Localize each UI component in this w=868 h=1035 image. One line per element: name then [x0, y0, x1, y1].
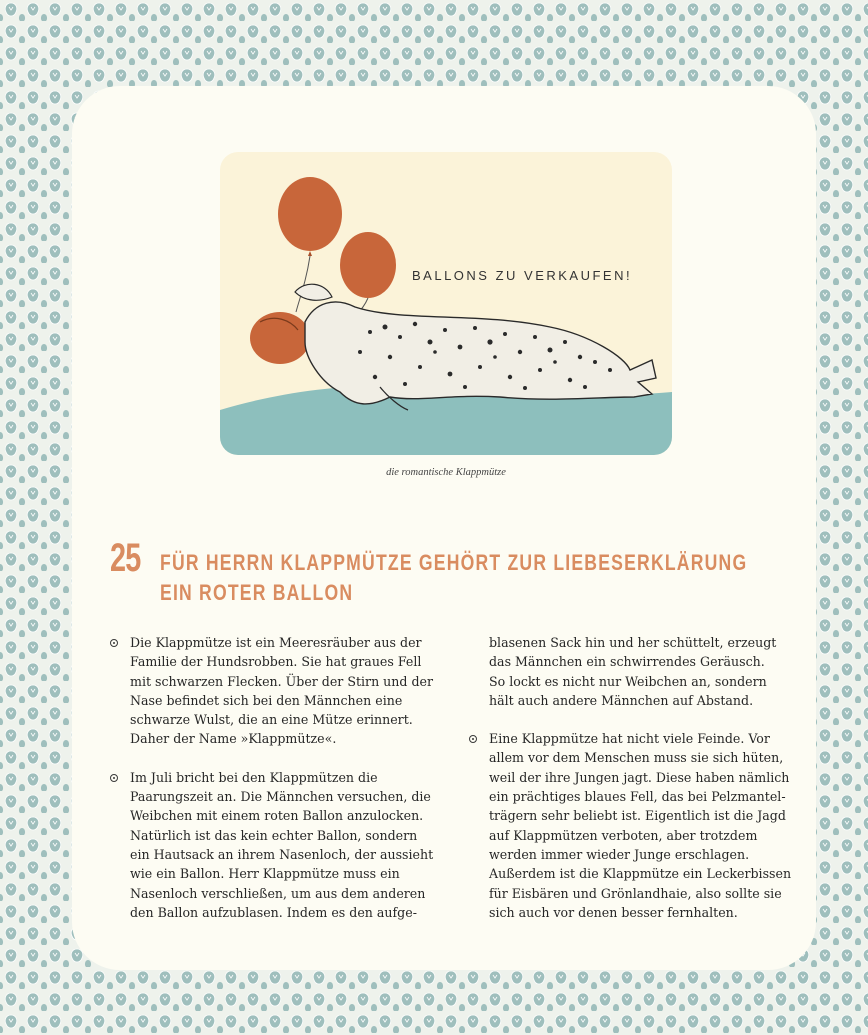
- text-line: ein prächtiges blaues Fell, das bei Pelzmantel-: [489, 789, 786, 805]
- text-line: Weibchen mit einem roten Ballon anzulocken.: [130, 808, 424, 824]
- chapter-title: [160, 548, 748, 608]
- text-line: Natürlich ist das kein echter Ballon, sondern: [130, 827, 418, 843]
- bullet-icon: [110, 639, 118, 647]
- text-line: Im Juli bricht bei den Klappmützen die: [130, 769, 378, 785]
- seal-illustration: [220, 152, 672, 455]
- paragraph-1: [130, 633, 434, 749]
- text-line: weil der ihre Jungen jagt. Diese haben nämlich: [489, 769, 790, 785]
- paragraph-2-continuation: [489, 633, 799, 710]
- paragraph-2: [130, 768, 434, 922]
- text-line: So lockt es nicht nur Weibchen an, sondern: [489, 673, 767, 689]
- chapter-title-line: FÜR HERRN KLAPPMÜTZE GEHÖRT ZUR LIEBESERKLÄRUNG: [160, 550, 748, 575]
- text-line: für Eisbären und Grönlandhaie, also sollte sie: [489, 885, 782, 901]
- chapter-title-line: EIN ROTER BALLON: [160, 580, 354, 605]
- right-column: [489, 633, 799, 941]
- text-line: sich auch vor denen besser fernhalten.: [489, 904, 738, 920]
- image-caption: die romantische Klappmütze: [386, 467, 506, 478]
- text-line: auf Klappmützen verboten, aber trotzdem: [489, 827, 758, 843]
- text-line: schwarze Wulst, die an eine Mütze erinnert.: [130, 712, 413, 728]
- text-line: wie ein Ballon. Herr Klappmütze muss ein: [130, 866, 400, 882]
- text-line: Eine Klappmütze hat nicht viele Feinde. Vor: [489, 731, 770, 747]
- bullet-icon: [110, 774, 118, 782]
- text-line: ein Hautsack an ihrem Nasenloch, der aussieht: [130, 846, 434, 862]
- chapter-number: 25: [110, 536, 141, 580]
- text-line: das Männchen ein schwirrendes Geräusch.: [489, 654, 765, 670]
- text-line: allem vor dem Menschen muss sie sich hüten,: [489, 750, 784, 766]
- text-line: Daher der Name »Klappmütze«.: [130, 731, 337, 747]
- text-line: Die Klappmütze ist ein Meeresräuber aus der: [130, 635, 422, 650]
- text-line: blasenen Sack hin und her schüttelt, erzeugt: [489, 635, 777, 650]
- left-column: [130, 633, 434, 941]
- sign-text: BALLONS ZU VERKAUFEN!: [412, 268, 633, 283]
- text-line: Nase befindet sich bei den Männchen eine: [130, 692, 403, 708]
- text-line: Nasenloch verschließen, um aus dem anderen: [130, 885, 426, 901]
- paragraph-3: [489, 729, 799, 922]
- text-line: werden immer wieder Junge erschlagen.: [489, 846, 750, 862]
- text-line: hält auch andere Männchen auf Abstand.: [489, 692, 754, 708]
- text-line: Außerdem ist die Klappmütze ein Leckerbissen: [489, 866, 792, 882]
- text-line: trägern sehr beliebt ist. Eigentlich ist die Jagd: [489, 808, 786, 824]
- text-line: den Ballon aufzublasen. Indem es den aufge-: [130, 904, 417, 920]
- text-line: Paarungszeit an. Die Männchen versuchen, die: [130, 789, 431, 805]
- text-line: mit schwarzen Flecken. Über der Stirn und der: [130, 673, 434, 689]
- balloon-nose-icon: [250, 312, 310, 364]
- text-line: Familie der Hundsrobben. Sie hat graues Fell: [130, 654, 422, 670]
